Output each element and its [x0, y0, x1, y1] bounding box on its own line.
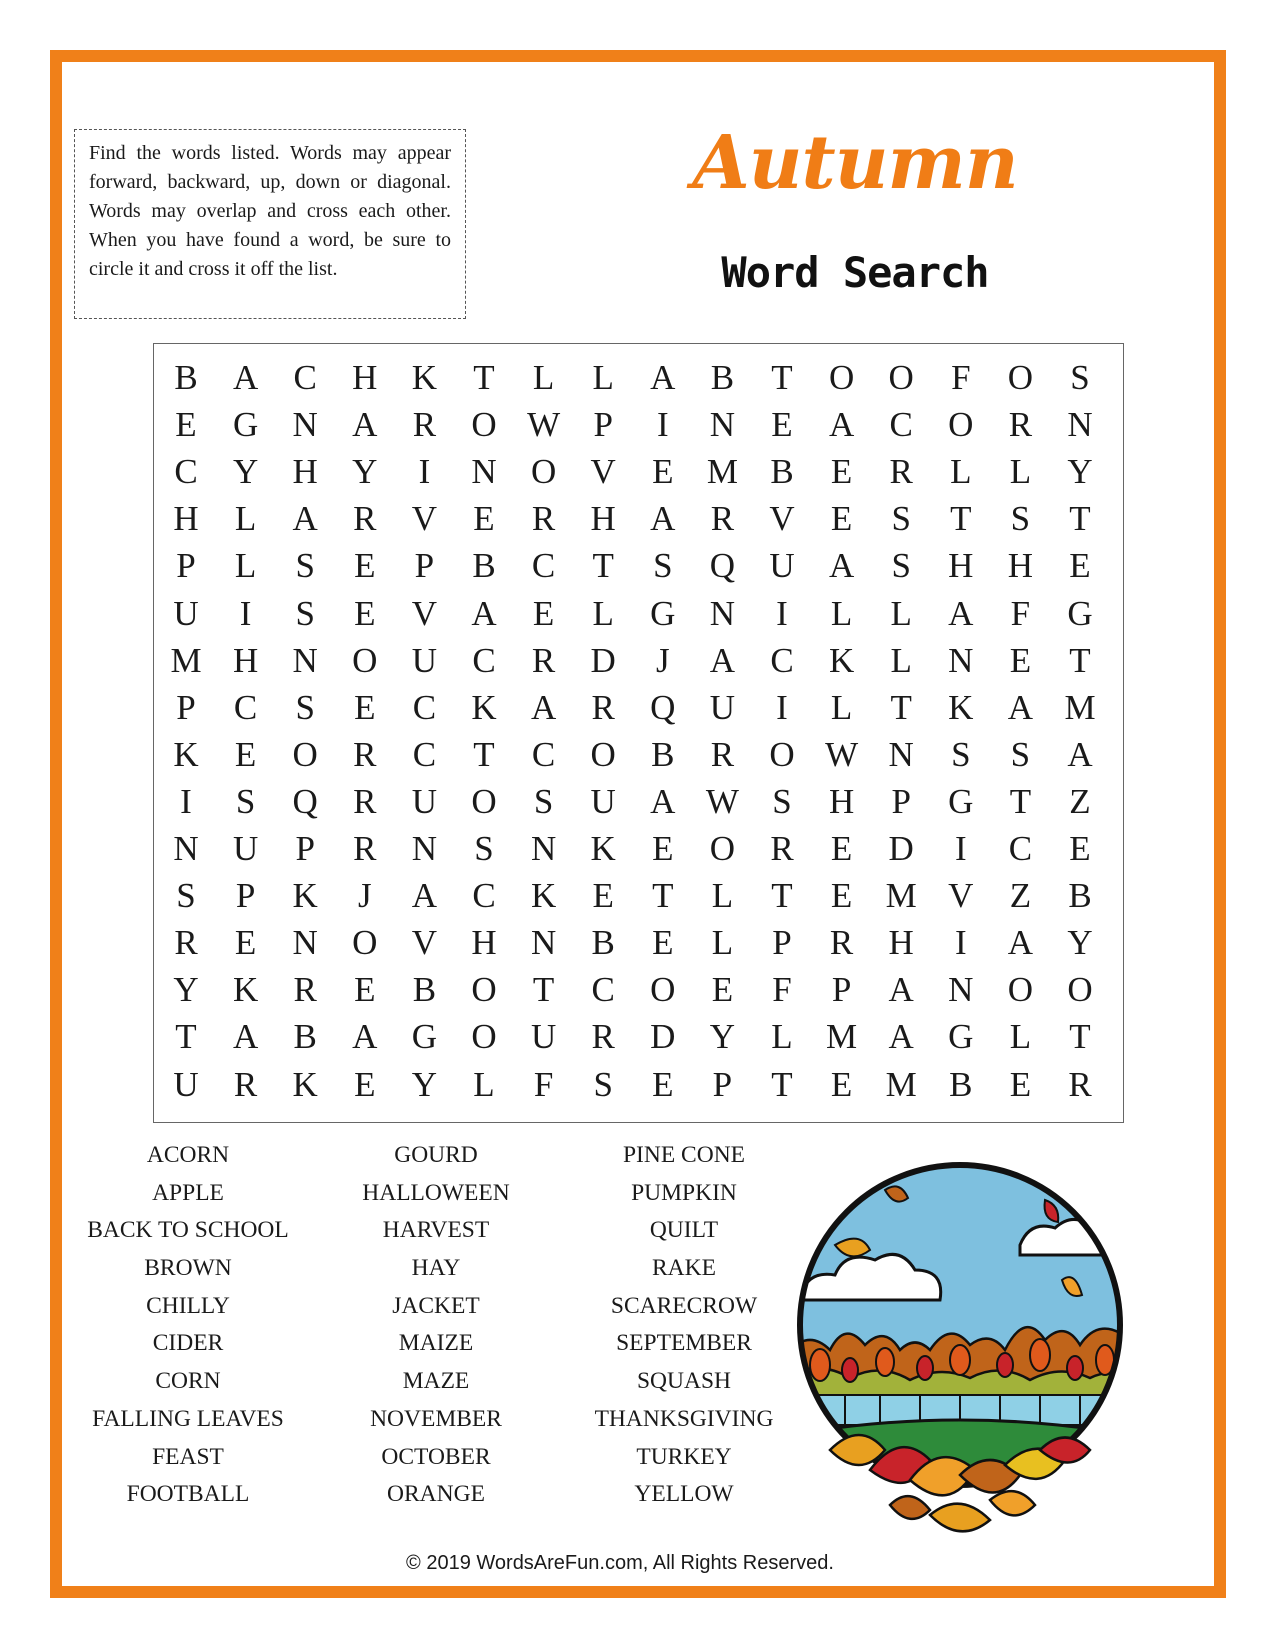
grid-letter: A [828, 546, 855, 586]
word-item: SEPTEMBER [616, 1330, 752, 1357]
grid-letter: P [176, 687, 196, 727]
grid-letter: T [1069, 1017, 1091, 1057]
grid-letter: S [295, 593, 315, 633]
word-list-column-1 [68, 1137, 308, 1514]
grid-letter: U [590, 781, 616, 821]
grid-letter: S [474, 829, 494, 868]
word-item: FALLING LEAVES [92, 1405, 284, 1432]
grid-letter: A [352, 1017, 378, 1057]
grid-letter: T [592, 546, 614, 586]
grid-letter: H [948, 546, 974, 586]
word-item: CORN [155, 1368, 221, 1395]
grid-letter: L [234, 499, 257, 539]
grid-letter: G [650, 593, 676, 633]
grid-letter: T [473, 358, 495, 397]
grid-letter: M [1064, 687, 1096, 727]
grid-letter: B [770, 452, 794, 492]
grid-letter: E [354, 687, 376, 727]
grid-letter: Y [173, 970, 199, 1010]
grid-letter: C [174, 452, 198, 492]
grid-letter: H [590, 499, 616, 539]
grid-letter: N [411, 829, 438, 868]
grid-letter: H [352, 358, 378, 397]
grid-letter: K [948, 687, 974, 727]
grid-letter: A [888, 1017, 914, 1057]
grid-letter: E [1069, 546, 1091, 586]
grid-letter: F [533, 1064, 554, 1104]
grid-letter: L [711, 923, 734, 963]
grid-letter: R [531, 499, 556, 539]
grid-letter: T [652, 876, 674, 916]
grid-letter: R [710, 499, 735, 539]
grid-letter: L [830, 687, 853, 727]
grid-letter: W [527, 405, 561, 445]
page-title: Autumn [692, 120, 1018, 206]
grid-letter: A [888, 970, 914, 1010]
word-item: OCTOBER [381, 1443, 491, 1470]
grid-letter: K [411, 358, 438, 397]
grid-letter: R [710, 734, 735, 774]
grid-letter: L [1009, 452, 1032, 492]
grid-letter: E [1069, 829, 1091, 868]
grid-letter: O [709, 829, 736, 868]
grid-letter: R [829, 923, 854, 963]
grid-letter: U [411, 781, 438, 821]
grid-letter: E [234, 734, 257, 774]
word-item: NOVEMBER [370, 1405, 502, 1432]
grid-letter: F [1010, 593, 1031, 633]
grid-letter: U [769, 546, 795, 586]
grid-letter: V [948, 876, 974, 916]
grid-letter: A [411, 876, 438, 916]
grid-letter: S [295, 687, 315, 727]
word-item: HARVEST [382, 1217, 490, 1244]
grid-letter: O [471, 781, 497, 821]
word-item: MAZE [402, 1368, 470, 1395]
grid-letter: E [652, 923, 674, 963]
grid-letter: I [656, 405, 669, 445]
grid-letter: P [593, 405, 613, 445]
grid-letter: T [1069, 640, 1091, 680]
grid-letter: K [292, 876, 318, 916]
word-item: QUILT [649, 1217, 719, 1244]
grid-letter: I [180, 781, 192, 821]
grid-letter: B [174, 358, 198, 397]
grid-letter: E [234, 923, 257, 963]
grid-letter: B [710, 358, 735, 397]
grid-letter: B [293, 1017, 317, 1057]
grid-letter: B [949, 1064, 973, 1104]
grid-letter: A [650, 358, 676, 397]
grid-letter: A [1007, 923, 1034, 963]
grid-letter: E [652, 829, 674, 868]
grid-letter: L [234, 546, 257, 586]
grid-letter: B [651, 734, 675, 774]
grid-letter: K [530, 876, 557, 916]
page-subtitle: Word Search [721, 248, 989, 297]
grid-letter: O [1007, 358, 1034, 397]
grid-letter: O [769, 734, 795, 774]
grid-letter: M [885, 876, 917, 916]
grid-letter: U [232, 829, 259, 868]
grid-letter: N [888, 734, 914, 774]
grid-letter: M [170, 640, 202, 680]
grid-letter: T [175, 1017, 197, 1057]
grid-letter: C [412, 687, 437, 727]
grid-letter: Z [1009, 876, 1032, 916]
word-item: SCARECROW [610, 1292, 758, 1319]
grid-letter: H [888, 923, 914, 963]
grid-letter: N [948, 640, 974, 680]
grid-letter: R [233, 1064, 258, 1104]
grid-letter: D [590, 640, 616, 680]
grid-letter: K [590, 829, 616, 868]
grid-letter: P [295, 829, 315, 868]
grid-letter: I [776, 687, 788, 727]
grid-letter: H [828, 781, 855, 821]
grid-letter: V [590, 452, 616, 492]
grid-letter: B [412, 970, 437, 1010]
grid-letter: N [292, 923, 318, 963]
grid-letter: C [770, 640, 794, 680]
grid-letter: R [1068, 1064, 1092, 1104]
grid-letter: C [472, 876, 496, 916]
grid-letter: D [650, 1017, 676, 1057]
grid-letter: I [239, 593, 252, 633]
grid-letter: C [531, 546, 556, 586]
grid-letter: C [472, 640, 496, 680]
grid-letter: L [830, 593, 853, 633]
grid-letter: V [411, 593, 438, 633]
grid-letter: S [533, 781, 554, 821]
word-item: HALLOWEEN [362, 1179, 510, 1206]
word-item: CIDER [152, 1330, 224, 1357]
grid-letter: C [1008, 829, 1033, 868]
grid-letter: G [1067, 593, 1093, 633]
word-item: MAIZE [398, 1330, 474, 1357]
grid-letter: E [830, 499, 853, 539]
grid-letter: S [772, 781, 792, 821]
grid-letter: E [771, 405, 793, 445]
grid-letter: A [1067, 734, 1093, 774]
grid-letter: S [295, 546, 315, 586]
grid-letter: U [173, 593, 199, 633]
grid-letter: O [650, 970, 676, 1010]
grid-letter: R [293, 970, 317, 1010]
grid-letter: P [772, 923, 792, 963]
grid-letter: F [772, 970, 792, 1010]
word-item: BROWN [144, 1255, 232, 1282]
grid-letter: L [592, 358, 614, 397]
grid-letter: T [473, 734, 495, 774]
grid-letter: N [709, 593, 736, 633]
grid-letter: V [769, 499, 795, 539]
grid-letter: O [471, 405, 497, 445]
grid-letter: Q [709, 546, 736, 586]
grid-letter: P [712, 1064, 733, 1104]
grid-letter: P [414, 546, 435, 586]
grid-letter: I [954, 923, 967, 963]
grid-letter: H [471, 923, 497, 963]
grid-letter: E [354, 970, 376, 1010]
grid-letter: O [1067, 970, 1093, 1010]
grid-letter: N [1067, 405, 1093, 445]
grid-letter: O [471, 1017, 497, 1057]
grid-letter: H [292, 452, 318, 492]
grid-letter: O [530, 452, 557, 492]
grid-letter: K [173, 734, 199, 774]
grid-letter: U [173, 1064, 199, 1104]
grid-letter: O [888, 358, 914, 397]
word-item: ACORN [146, 1142, 230, 1168]
word-item: GOURD [394, 1142, 478, 1168]
grid-letter: K [471, 687, 497, 727]
grid-letter: Y [1067, 452, 1093, 492]
grid-letter: T [771, 1064, 793, 1104]
grid-letter: E [711, 970, 734, 1010]
grid-letter: L [711, 876, 734, 916]
grid-letter: H [173, 499, 199, 539]
grid-letter: T [532, 970, 555, 1010]
grid-letter: P [176, 546, 196, 586]
grid-letter: N [530, 923, 557, 963]
grid-letter: A [232, 358, 259, 397]
grid-letter: A [530, 687, 557, 727]
word-item: FOOTBALL [126, 1481, 250, 1508]
grid-letter: A [292, 499, 318, 539]
grid-letter: N [292, 405, 318, 445]
grid-letter: T [1009, 781, 1032, 821]
instructions-box: Find the words listed. Words may appear forward, backward, up, down or diagonal. Words may overlap and cross each other. When you have found a word, be sure to circle it and cross it off the list. [74, 129, 466, 319]
grid-letter: A [352, 405, 378, 445]
grid-letter: E [354, 593, 376, 633]
grid-letter: R [353, 781, 377, 821]
grid-letter: E [532, 593, 555, 633]
grid-letter: S [1010, 734, 1031, 774]
word-item: APPLE [152, 1179, 224, 1206]
grid-letter: U [411, 640, 438, 680]
letter-grid-cells [154, 344, 1123, 1122]
grid-letter: K [828, 640, 855, 680]
grid-letter: W [825, 734, 859, 774]
grid-letter: S [653, 546, 673, 586]
grid-letter: O [352, 923, 378, 963]
grid-letter: S [176, 876, 196, 916]
grid-letter: K [232, 970, 259, 1010]
grid-letter: A [232, 1017, 259, 1057]
grid-letter: U [709, 687, 736, 727]
grid-letter: N [709, 405, 736, 445]
grid-letter: A [1007, 687, 1034, 727]
grid-letter: Q [650, 687, 676, 727]
word-item: PUMPKIN [631, 1179, 737, 1206]
grid-letter: N [530, 829, 557, 868]
grid-letter: L [592, 593, 614, 633]
grid-letter: O [1007, 970, 1034, 1010]
grid-letter: T [950, 499, 972, 539]
word-list-column-3 [564, 1137, 804, 1514]
grid-letter: S [891, 499, 911, 539]
word-item: THANKSGIVING [594, 1405, 774, 1432]
grid-letter: N [471, 452, 497, 492]
grid-letter: L [890, 640, 912, 680]
grid-letter: P [891, 781, 911, 821]
word-list-column-2 [316, 1137, 556, 1514]
word-item: BACK TO SCHOOL [87, 1217, 289, 1244]
grid-letter: S [1010, 499, 1031, 539]
word-item: CHILLY [146, 1292, 230, 1319]
word-item: PINE CONE [622, 1142, 746, 1168]
grid-letter: E [473, 499, 495, 539]
grid-letter: R [531, 640, 556, 680]
word-item: SQUASH [636, 1368, 732, 1395]
grid-letter: L [771, 1017, 793, 1057]
grid-letter: J [655, 640, 670, 680]
grid-letter: R [591, 1017, 615, 1057]
copyright-footer: © 2019 WordsAreFun.com, All Rights Reserved. [406, 1552, 834, 1574]
word-item: TURKEY [636, 1443, 732, 1470]
word-item: HAY [411, 1255, 461, 1282]
grid-letter: O [828, 358, 855, 397]
grid-letter: L [473, 1064, 495, 1104]
grid-letter: T [890, 687, 912, 727]
grid-letter: M [885, 1064, 917, 1104]
grid-letter: N [292, 640, 318, 680]
grid-letter: C [233, 687, 258, 727]
grid-letter: I [776, 593, 788, 633]
grid-letter: B [591, 923, 615, 963]
autumn-scene-icon [790, 1150, 1130, 1560]
grid-letter: S [891, 546, 911, 586]
grid-letter: E [175, 405, 197, 445]
grid-letter: G [411, 1017, 438, 1057]
grid-letter: G [232, 405, 259, 445]
grid-letter: E [1009, 1064, 1032, 1104]
grid-letter: E [830, 1064, 853, 1104]
grid-letter: I [954, 829, 967, 868]
grid-letter: R [1008, 405, 1033, 445]
grid-letter: D [888, 829, 914, 868]
grid-letter: L [950, 452, 972, 492]
grid-letter: T [771, 876, 793, 916]
grid-letter: C [889, 405, 913, 445]
grid-letter: B [1068, 876, 1092, 916]
grid-letter: Y [352, 452, 378, 492]
grid-letter: C [412, 734, 437, 774]
grid-letter: A [650, 499, 676, 539]
grid-letter: G [948, 1017, 974, 1057]
grid-letter: R [412, 405, 437, 445]
grid-letter: H [1007, 546, 1034, 586]
grid-letter: N [948, 970, 974, 1010]
grid-letter: Y [232, 452, 259, 492]
grid-letter: I [418, 452, 431, 492]
grid-letter: C [531, 734, 556, 774]
word-item: FEAST [152, 1443, 224, 1470]
grid-letter: J [357, 876, 372, 916]
grid-letter: M [826, 1017, 858, 1057]
grid-letter: O [948, 405, 974, 445]
grid-letter: T [771, 358, 793, 397]
grid-letter: E [830, 452, 853, 492]
grid-letter: S [951, 734, 971, 774]
grid-letter: L [1009, 1017, 1032, 1057]
word-item: RAKE [652, 1255, 716, 1282]
grid-letter: R [770, 829, 794, 868]
grid-letter: C [591, 970, 615, 1010]
grid-letter: E [1009, 640, 1032, 680]
grid-letter: Q [292, 781, 318, 821]
grid-letter: R [353, 829, 377, 868]
grid-letter: P [235, 876, 256, 916]
grid-letter: B [472, 546, 496, 586]
grid-letter: O [471, 970, 497, 1010]
grid-letter: E [354, 546, 376, 586]
grid-letter: E [830, 876, 853, 916]
grid-letter: K [292, 1064, 318, 1104]
grid-letter: W [705, 781, 739, 821]
grid-letter: E [652, 1064, 674, 1104]
grid-letter: E [592, 876, 614, 916]
grid-letter: O [590, 734, 616, 774]
letter-grid [153, 343, 1124, 1123]
grid-letter: A [828, 405, 855, 445]
word-item: ORANGE [387, 1481, 485, 1508]
grid-letter: F [951, 358, 971, 397]
grid-letter: O [352, 640, 378, 680]
grid-letter: R [174, 923, 198, 963]
grid-letter: S [1070, 358, 1090, 397]
grid-letter: A [650, 781, 676, 821]
grid-letter: Z [1069, 781, 1091, 821]
grid-letter: Y [411, 1064, 438, 1104]
grid-letter: R [353, 499, 377, 539]
grid-letter: U [530, 1017, 557, 1057]
grid-letter: V [411, 499, 438, 539]
grid-letter: V [411, 923, 438, 963]
grid-letter: A [471, 593, 497, 633]
grid-letter: G [948, 781, 974, 821]
grid-letter: S [235, 781, 256, 821]
grid-letter: E [354, 1064, 376, 1104]
grid-letter: T [1069, 499, 1091, 539]
grid-letter: L [532, 358, 555, 397]
grid-letter: O [292, 734, 318, 774]
grid-letter: N [173, 829, 199, 868]
word-item: YELLOW [634, 1481, 734, 1508]
grid-letter: R [889, 452, 913, 492]
grid-letter: P [831, 970, 852, 1010]
grid-letter: E [830, 829, 853, 868]
grid-letter: Y [1067, 923, 1093, 963]
grid-letter: L [890, 593, 912, 633]
grid-letter: A [948, 593, 974, 633]
grid-letter: C [293, 358, 317, 397]
grid-letter: R [353, 734, 377, 774]
grid-letter: H [232, 640, 259, 680]
grid-letter: Y [709, 1017, 736, 1057]
grid-letter: A [709, 640, 736, 680]
grid-letter: E [652, 452, 674, 492]
grid-letter: R [591, 687, 615, 727]
word-item: JACKET [392, 1292, 480, 1319]
grid-letter: S [593, 1064, 613, 1104]
grid-letter: M [706, 452, 738, 492]
